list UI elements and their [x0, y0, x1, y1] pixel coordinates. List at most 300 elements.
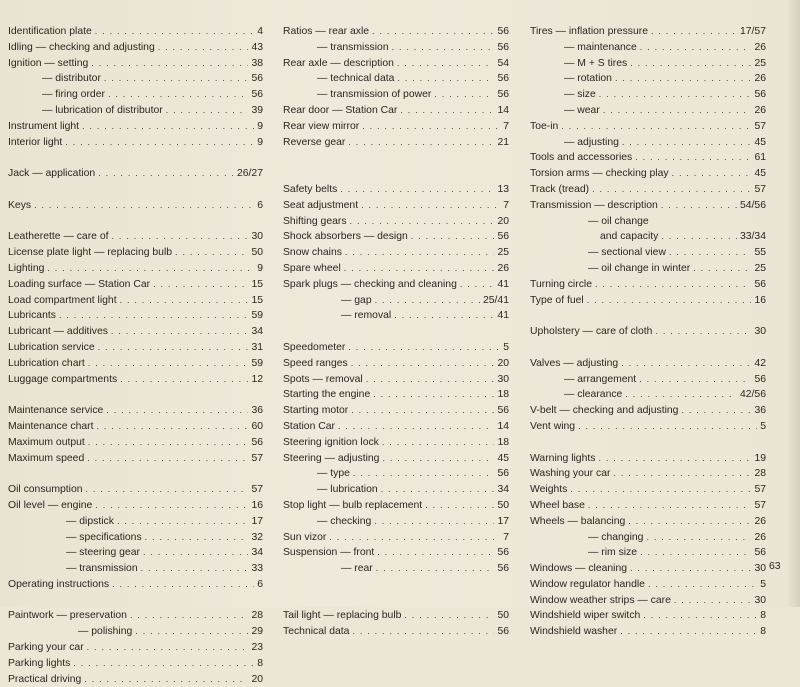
- dot-leader: [166, 103, 249, 119]
- index-page-ref: 29: [251, 626, 263, 638]
- index-page-ref: 57: [754, 183, 766, 195]
- dot-leader: [392, 40, 495, 56]
- index-term: — specifications: [66, 531, 142, 543]
- index-column-1: [8, 24, 263, 687]
- dot-leader: [648, 577, 757, 593]
- index-entry: [283, 103, 509, 119]
- index-entry: [283, 530, 509, 546]
- index-spacer: [8, 182, 263, 198]
- index-term: Track (tread): [530, 183, 590, 195]
- index-entry: [8, 672, 263, 687]
- index-entry: [283, 198, 509, 214]
- index-page-ref: 26: [754, 104, 766, 116]
- index-page-ref: 20: [497, 215, 509, 227]
- index-page-ref: 7: [503, 120, 509, 132]
- index-entry: [8, 624, 263, 640]
- dot-leader: [120, 372, 248, 388]
- index-entry: [283, 419, 509, 435]
- index-entry: [530, 419, 766, 435]
- index-entry: [283, 135, 509, 151]
- dot-leader: [639, 372, 751, 388]
- index-entry: [530, 324, 766, 340]
- index-page-ref: 42: [754, 357, 766, 369]
- dot-leader: [397, 71, 494, 87]
- index-page-ref: 30: [754, 326, 766, 338]
- index-term: Oil level — engine: [8, 499, 93, 511]
- dot-leader: [394, 308, 494, 324]
- index-term: Turning circle: [530, 278, 592, 290]
- dot-leader: [87, 640, 249, 656]
- index-term: Interior light: [8, 136, 63, 148]
- dot-leader: [112, 577, 254, 593]
- index-entry: [8, 245, 263, 261]
- index-page-ref: 5: [503, 341, 509, 353]
- index-entry: [283, 387, 509, 403]
- dot-leader: [588, 498, 752, 514]
- index-page-ref: 56: [754, 278, 766, 290]
- index-term: Type of fuel: [530, 294, 584, 306]
- index-spacer: [283, 166, 509, 182]
- index-term: Washing your car: [530, 468, 611, 480]
- index-entry: [283, 40, 509, 56]
- dot-leader: [106, 403, 248, 419]
- dot-leader: [625, 387, 737, 403]
- index-term: Lubricants: [8, 310, 56, 322]
- dot-leader: [351, 403, 494, 419]
- index-entry: [8, 277, 263, 293]
- index-term: Window regulator handle: [530, 578, 645, 590]
- dot-leader: [340, 182, 494, 198]
- index-term: Maintenance service: [8, 405, 104, 417]
- dot-leader: [82, 119, 254, 135]
- index-term: Station Car: [283, 420, 335, 432]
- index-spacer: [8, 150, 263, 166]
- index-page-ref: 6: [257, 578, 263, 590]
- index-term: — dipstick: [66, 515, 114, 527]
- dot-leader: [117, 514, 249, 530]
- dot-leader: [598, 451, 751, 467]
- index-page-ref: 26: [754, 41, 766, 53]
- index-spacer: [283, 150, 509, 166]
- index-page-ref: 6: [257, 199, 263, 211]
- index-page-ref: 54: [497, 57, 509, 69]
- dot-leader: [613, 466, 751, 482]
- dot-leader: [681, 403, 751, 419]
- dot-leader: [88, 356, 249, 372]
- index-term: Vent wing: [530, 420, 576, 432]
- dot-leader: [120, 293, 249, 309]
- index-entry: [283, 56, 509, 72]
- index-entry: [8, 261, 263, 277]
- dot-leader: [338, 419, 494, 435]
- index-page-ref: 20: [251, 673, 263, 685]
- index-entry: [530, 356, 766, 372]
- index-page-ref: 30: [754, 594, 766, 606]
- dot-leader: [141, 561, 249, 577]
- index-page-ref: 61: [754, 152, 766, 164]
- index-entry: [283, 229, 509, 245]
- index-page-ref: 54/56: [739, 199, 766, 211]
- index-term: Lubrication service: [8, 341, 95, 353]
- index-entry: [8, 608, 263, 624]
- index-entry: [530, 482, 766, 498]
- index-entry: [283, 340, 509, 356]
- index-page-ref: 56: [497, 626, 509, 638]
- index-page-ref: 28: [754, 468, 766, 480]
- index-entry: [8, 435, 263, 451]
- index-page-ref: 18: [497, 436, 509, 448]
- dot-leader: [382, 435, 495, 451]
- index-page-ref: 18: [497, 389, 509, 401]
- index-entry: [530, 24, 766, 40]
- index-entry: [530, 403, 766, 419]
- index-entry: [8, 229, 263, 245]
- dot-leader: [34, 198, 254, 214]
- index-entry: [530, 119, 766, 135]
- index-entry: [530, 150, 766, 166]
- index-page-ref: 26: [497, 262, 509, 274]
- index-entry: [8, 372, 263, 388]
- index-page-ref: 34: [497, 484, 509, 496]
- index-entry: [530, 387, 766, 403]
- dot-leader: [643, 608, 757, 624]
- dot-leader: [592, 182, 751, 198]
- index-page-ref: 56: [251, 89, 263, 101]
- index-page-ref: 9: [257, 120, 263, 132]
- index-page-ref: 33: [251, 563, 263, 575]
- index-entry: [283, 435, 509, 451]
- dot-leader: [377, 545, 494, 561]
- index-entry: [530, 514, 766, 530]
- index-term: — transmission: [317, 41, 389, 53]
- index-term: Technical data: [283, 626, 350, 638]
- dot-leader: [620, 624, 757, 640]
- index-page-ref: 28: [251, 610, 263, 622]
- index-term: Spark plugs — checking and cleaning: [283, 278, 457, 290]
- dot-leader: [344, 261, 495, 277]
- index-entry: [283, 24, 509, 40]
- dot-leader: [646, 530, 751, 546]
- dot-leader: [375, 293, 480, 309]
- index-term: Speedometer: [283, 341, 346, 353]
- index-spacer: [8, 593, 263, 609]
- dot-leader: [621, 356, 751, 372]
- index-entry: [283, 214, 509, 230]
- dot-leader: [425, 498, 494, 514]
- index-entry: [283, 466, 509, 482]
- dot-leader: [595, 277, 751, 293]
- index-entry: [8, 403, 263, 419]
- index-term: Window weather strips — care: [530, 594, 671, 606]
- index-page-ref: 5: [760, 420, 766, 432]
- index-entry: [530, 135, 766, 151]
- index-column-2: [283, 24, 509, 640]
- index-page-ref: 56: [251, 73, 263, 85]
- index-page-ref: 36: [251, 405, 263, 417]
- index-page-ref: 41: [497, 278, 509, 290]
- index-term: — arrangement: [564, 373, 637, 385]
- index-entry: [8, 56, 263, 72]
- index-entry: [8, 103, 263, 119]
- index-entry: [8, 530, 263, 546]
- index-page-ref: 56: [497, 41, 509, 53]
- index-page-ref: 26: [754, 515, 766, 527]
- index-term: Snow chains: [283, 247, 342, 259]
- index-page-ref: 33/34: [739, 231, 766, 243]
- index-page-ref: 56: [497, 73, 509, 85]
- index-entry: [283, 608, 509, 624]
- index-term: Lubricant — additives: [8, 326, 108, 338]
- index-entry: [283, 119, 509, 135]
- index-entry: [530, 608, 766, 624]
- index-term: Weights: [530, 484, 568, 496]
- index-page-ref: 45: [754, 136, 766, 148]
- index-page-ref: 57: [251, 484, 263, 496]
- dot-leader: [630, 561, 751, 577]
- index-entry: [8, 87, 263, 103]
- index-term: Leatherette — care of: [8, 231, 109, 243]
- index-page-ref: 41: [497, 310, 509, 322]
- index-entry: [530, 40, 766, 56]
- dot-leader: [348, 135, 494, 151]
- index-page-ref: 9: [257, 262, 263, 274]
- index-entry: [8, 656, 263, 672]
- index-entry: [530, 372, 766, 388]
- index-page-ref: 55: [754, 247, 766, 259]
- index-page-ref: 50: [497, 499, 509, 511]
- index-term: Parking lights: [8, 657, 71, 669]
- index-entry: [530, 545, 766, 561]
- dot-leader: [84, 672, 248, 687]
- dot-leader: [651, 24, 737, 40]
- index-page-ref: 57: [754, 120, 766, 132]
- dot-leader: [86, 482, 249, 498]
- index-term: — adjusting: [564, 136, 619, 148]
- index-page-ref: 56: [497, 89, 509, 101]
- index-term: Loading surface — Station Car: [8, 278, 151, 290]
- dot-leader: [672, 166, 752, 182]
- index-term: Maintenance chart: [8, 420, 94, 432]
- index-entry: [530, 498, 766, 514]
- dot-leader: [669, 245, 751, 261]
- index-entry: [530, 624, 766, 640]
- index-page-ref: 36: [754, 405, 766, 417]
- index-entry: [283, 245, 509, 261]
- index-entry: [8, 545, 263, 561]
- index-term: Luggage compartments: [8, 373, 118, 385]
- index-term: V-belt — checking and adjusting: [530, 405, 679, 417]
- index-page-ref: 7: [503, 531, 509, 543]
- index-entry: [8, 71, 263, 87]
- index-entry: [530, 71, 766, 87]
- index-column-3: [530, 24, 766, 640]
- dot-leader: [130, 608, 248, 624]
- dot-leader: [98, 340, 249, 356]
- index-entry: [8, 166, 263, 182]
- index-entry: [530, 166, 766, 182]
- index-page-ref: 12: [251, 373, 263, 385]
- index-term: Stop light — bulb replacement: [283, 499, 423, 511]
- dot-leader: [404, 608, 494, 624]
- index-page-ref: 50: [251, 247, 263, 259]
- index-term: — changing: [588, 531, 644, 543]
- index-spacer: [283, 577, 509, 593]
- index-term: Safety belts: [283, 183, 338, 195]
- dot-leader: [353, 466, 495, 482]
- index-entry: [530, 198, 766, 214]
- index-entry: [8, 135, 263, 151]
- index-term: Ignition — setting: [8, 57, 89, 69]
- index-page-ref: 45: [754, 168, 766, 180]
- index-term: — maintenance: [564, 41, 637, 53]
- index-entry: [8, 308, 263, 324]
- index-entry: [8, 119, 263, 135]
- index-term: Torsion arms — checking play: [530, 168, 669, 180]
- dot-leader: [73, 656, 254, 672]
- dot-leader: [91, 56, 248, 72]
- index-entry: [530, 561, 766, 577]
- index-page-ref: 8: [760, 626, 766, 638]
- index-term: — distributor: [42, 73, 101, 85]
- dot-leader: [374, 514, 494, 530]
- index-entry: [8, 577, 263, 593]
- index-page-ref: 17: [497, 515, 509, 527]
- index-term: Tools and accessories: [530, 152, 633, 164]
- index-term: Tail light — replacing bulb: [283, 610, 402, 622]
- index-term: Toe-in: [530, 120, 559, 132]
- dot-leader: [578, 419, 757, 435]
- index-page-ref: 20: [497, 357, 509, 369]
- index-entry: [8, 24, 263, 40]
- index-term: Maximum output: [8, 436, 85, 448]
- index-term: Spots — removal: [283, 373, 363, 385]
- index-term: Reverse gear: [283, 136, 346, 148]
- index-page-ref: 42/56: [739, 389, 766, 401]
- index-term: Shifting gears: [283, 215, 347, 227]
- index-term: Instrument light: [8, 120, 80, 132]
- index-term: Valves — adjusting: [530, 357, 619, 369]
- index-term: — rear: [341, 563, 373, 575]
- index-spacer: [530, 340, 766, 356]
- index-page-ref: 56: [497, 563, 509, 575]
- index-term: — sectional view: [588, 247, 666, 259]
- index-term: Shock absorbers — design: [283, 231, 408, 243]
- index-term: Idling — checking and adjusting: [8, 41, 155, 53]
- page-number: 63: [769, 561, 781, 572]
- index-term: — clearance: [564, 389, 623, 401]
- index-page-ref: 14: [497, 420, 509, 432]
- index-page-ref: 34: [251, 326, 263, 338]
- index-page-ref: 4: [257, 26, 263, 37]
- dot-leader: [373, 387, 494, 403]
- dot-leader: [87, 451, 248, 467]
- index-page-ref: 56: [251, 436, 263, 448]
- index-entry: [530, 593, 766, 609]
- index-term: Lubrication chart: [8, 357, 85, 369]
- index-page-ref: 26/27: [236, 168, 263, 180]
- index-page-ref: 50: [497, 610, 509, 622]
- index-entry: [530, 87, 766, 103]
- index-entry: [530, 182, 766, 198]
- index-page-ref: 14: [497, 104, 509, 116]
- dot-leader: [561, 119, 751, 135]
- index-term: Warning lights: [530, 452, 596, 464]
- index-page-ref: 21: [497, 136, 509, 148]
- index-entry: [283, 451, 509, 467]
- index-page-ref: 39: [251, 104, 263, 116]
- index-term: — transmission of power: [317, 89, 432, 101]
- index-page-ref: 34: [251, 547, 263, 559]
- index-entry: [283, 71, 509, 87]
- dot-leader: [47, 261, 254, 277]
- dot-leader: [88, 435, 249, 451]
- index-term: Lighting: [8, 262, 45, 274]
- index-term: Operating instructions: [8, 578, 110, 590]
- index-term: Rear door — Station Car: [283, 104, 398, 116]
- dot-leader: [362, 119, 500, 135]
- index-term: Windshield washer: [530, 626, 618, 638]
- index-term: — removal: [341, 310, 392, 322]
- dot-leader: [635, 150, 751, 166]
- dot-leader: [397, 56, 495, 72]
- dot-leader: [674, 593, 752, 609]
- dot-leader: [622, 135, 752, 151]
- dot-leader: [628, 514, 751, 530]
- index-entry: [283, 277, 509, 293]
- dot-leader: [65, 135, 254, 151]
- index-page-ref: 9: [257, 136, 263, 148]
- index-term: Parking your car: [8, 642, 84, 654]
- index-term: — size: [564, 89, 596, 101]
- index-term: — firing order: [42, 89, 105, 101]
- index-term: — lubrication of distributor: [42, 104, 163, 116]
- index-page-ref: 30: [251, 231, 263, 243]
- dot-leader: [361, 198, 500, 214]
- index-spacer: [530, 435, 766, 451]
- index-term: Rear view mirror: [283, 120, 360, 132]
- index-term: Spare wheel: [283, 262, 341, 274]
- index-term: — oil change in winter: [588, 262, 691, 274]
- index-entry: [283, 514, 509, 530]
- index-page-ref: 56: [497, 26, 509, 37]
- index-page-ref: 56: [497, 547, 509, 559]
- index-entry: [530, 229, 766, 245]
- index-term: Paintwork — preservation: [8, 610, 127, 622]
- index-entry: [8, 640, 263, 656]
- index-page-ref: 60: [251, 420, 263, 432]
- index-term: — transmission: [66, 563, 138, 575]
- index-page-ref: 56: [497, 468, 509, 480]
- index-term: Starting motor: [283, 405, 349, 417]
- dot-leader: [376, 561, 495, 577]
- index-term: Windshield wiper switch: [530, 610, 641, 622]
- dot-leader: [345, 245, 495, 261]
- index-entry: [8, 340, 263, 356]
- dot-leader: [599, 87, 752, 103]
- index-term: Wheel base: [530, 499, 585, 511]
- index-entry: [283, 293, 509, 309]
- index-term: Steering ignition lock: [283, 436, 379, 448]
- index-entry: [283, 624, 509, 640]
- index-page-ref: 13: [497, 183, 509, 195]
- index-entry: [8, 198, 263, 214]
- index-entry: [8, 40, 263, 56]
- index-entry: [8, 356, 263, 372]
- index-entry: [8, 324, 263, 340]
- index-term: Windows — cleaning: [530, 563, 628, 575]
- dot-leader: [111, 324, 249, 340]
- index-entry: [283, 356, 509, 372]
